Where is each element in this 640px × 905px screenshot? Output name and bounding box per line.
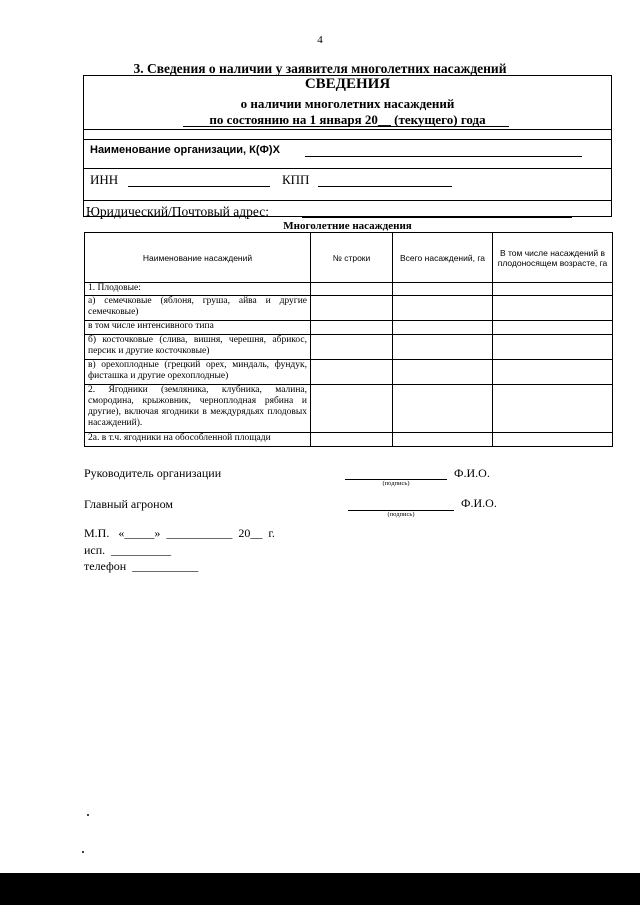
inn-label: ИНН [90, 172, 119, 187]
document-date-line: по состоянию на 1 января 20__ (текущего) года [209, 112, 486, 127]
total-area-cell[interactable] [393, 385, 493, 433]
table-row [85, 360, 613, 385]
row-label: 1. Плодовые: [85, 283, 311, 296]
table-row [85, 335, 613, 360]
table-row [85, 283, 613, 296]
inn-field[interactable] [128, 186, 270, 187]
table-row [85, 296, 613, 321]
frame-divider [84, 129, 611, 130]
date-underline [183, 126, 509, 127]
total-area-cell[interactable] [393, 296, 493, 321]
address-label: Юридический/Почтовый адрес: [86, 204, 269, 219]
signature-caption: (подпись) [382, 480, 410, 487]
fruiting-area-cell[interactable] [493, 360, 613, 385]
row-number-cell[interactable] [311, 385, 393, 433]
stamp-date-line: М.П. «_____» ___________ 20__ г. [84, 526, 275, 540]
kpp-label: КПП [282, 172, 310, 187]
scan-speck [87, 814, 89, 816]
organization-field[interactable] [305, 156, 582, 157]
fruiting-area-cell[interactable] [493, 335, 613, 360]
page-number: 4 [317, 34, 323, 46]
fruiting-area-cell[interactable] [493, 321, 613, 335]
executor-line: исп. __________ [84, 543, 172, 557]
row-label: а) семечковые (яблоня, груша, айва и другие семечковые) [85, 296, 311, 321]
section-title: 3. Сведения о наличии у заявителя многолетних насаждений [133, 61, 507, 76]
frame-divider [84, 200, 611, 201]
total-area-cell[interactable] [393, 360, 493, 385]
fruiting-area-cell[interactable] [493, 283, 613, 296]
document-title: СВЕДЕНИЯ [304, 76, 391, 92]
fruiting-area-cell[interactable] [493, 433, 613, 447]
address-field[interactable] [302, 217, 572, 218]
phone-line: телефон ___________ [84, 559, 199, 573]
row-number-cell[interactable] [311, 296, 393, 321]
column-header: Всего насаждений, га [393, 233, 493, 283]
table-header-row [85, 233, 613, 283]
total-area-cell[interactable] [393, 433, 493, 447]
scan-bottom-edge [0, 873, 640, 905]
row-number-cell[interactable] [311, 283, 393, 296]
total-area-cell[interactable] [393, 335, 493, 360]
signature-caption: (подпись) [387, 511, 415, 518]
column-header: В том числе насаждений в плодоносящем возрасте, га [493, 233, 613, 283]
row-label: б) косточковые (слива, вишня, черешня, абрикос, персик и другие косточковые) [85, 335, 311, 360]
row-number-cell[interactable] [311, 433, 393, 447]
column-header: Наименование насаждений [85, 233, 311, 283]
column-header: № строки [311, 233, 393, 283]
head-label: Руководитель организации [84, 466, 222, 480]
fruiting-area-cell[interactable] [493, 385, 613, 433]
agronomist-label: Главный агроном [84, 497, 173, 511]
frame-divider [84, 168, 611, 169]
agronomist-fio-label: Ф.И.О. [461, 496, 497, 510]
plantings-table [84, 232, 613, 447]
row-number-cell[interactable] [311, 321, 393, 335]
total-area-cell[interactable] [393, 283, 493, 296]
row-label: в) орехоплодные (грецкий орех, миндаль, фундук, фисташка и другие орехоплодные) [85, 360, 311, 385]
frame-divider [84, 139, 611, 140]
organization-label: Наименование организации, К(Ф)Х [90, 144, 280, 156]
fruiting-area-cell[interactable] [493, 296, 613, 321]
row-label: 2. Ягодники (земляника, клубника, малина, смородина, крыжовник, черноплодная рябина и другие), включая ягодники в междурядьях плодовых насаждений). [85, 385, 311, 433]
kpp-field[interactable] [318, 186, 452, 187]
row-label: в том числе интенсивного типа [85, 321, 311, 335]
scan-speck [82, 851, 84, 853]
table-title: Многолетние насаждения [283, 220, 412, 232]
total-area-cell[interactable] [393, 321, 493, 335]
document-subtitle: о наличии многолетних насаждений [240, 96, 455, 111]
table-row [85, 321, 613, 335]
row-label: 2а. в т.ч. ягодники на обособленной площади [85, 433, 311, 447]
row-number-cell[interactable] [311, 360, 393, 385]
table-row [85, 433, 613, 447]
head-fio-label: Ф.И.О. [454, 466, 490, 480]
table-row [85, 385, 613, 433]
row-number-cell[interactable] [311, 335, 393, 360]
